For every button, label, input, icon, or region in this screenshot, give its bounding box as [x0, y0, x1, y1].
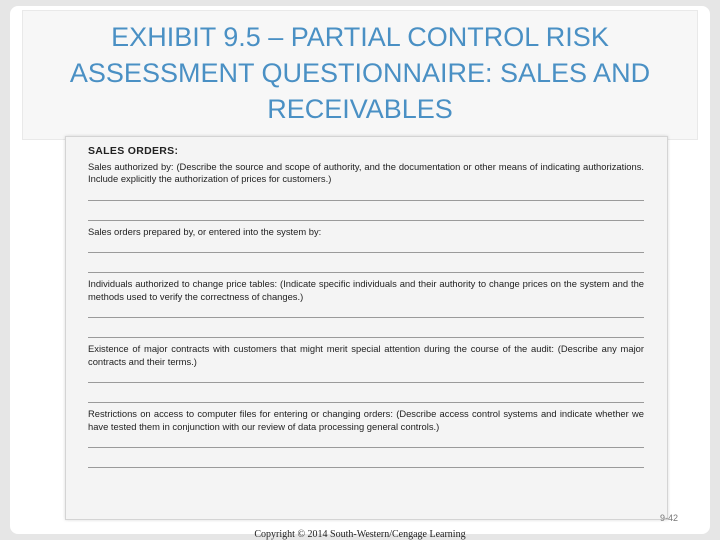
answer-line: [88, 467, 644, 468]
questionnaire-scan: [65, 136, 668, 520]
section-heading: SALES ORDERS:: [88, 145, 179, 157]
answer-line: [88, 317, 644, 318]
slide-title: [22, 10, 698, 140]
title-line-2: ASSESSMENT QUESTIONNAIRE: SALES AND: [69, 58, 651, 88]
question-sales-authorized: Sales authorized by: (Describe the source and scope of authority, and the documentation or other means of indicating authorizations. Include explicitly the authorization of prices for customers.): [88, 160, 644, 184]
question-access-restrictions: Restrictions on access to computer files for entering or changing orders: (Describe access control systems and indicate whether we have tested them in conjunction with our review of data processing general controls.): [88, 408, 644, 432]
title-line-3: RECEIVABLES: [267, 94, 453, 124]
questionnaire-form: [88, 137, 644, 468]
answer-line: [88, 252, 644, 253]
question-major-contracts: Existence of major contracts with customers that might merit special attention during the course of the audit: (Describe any major contracts and their terms.): [88, 343, 644, 367]
question-orders-prepared: Sales orders prepared by, or entered into the system by:: [88, 225, 322, 237]
answer-line: [88, 447, 644, 448]
question-price-tables: Individuals authorized to change price tables: (Indicate specific individuals and their authority to change prices on the system and the methods used to verify the correctness of changes.): [88, 278, 644, 302]
page-number: 9-42: [660, 513, 679, 523]
title-line-1: EXHIBIT 9.5 – PARTIAL CONTROL RISK: [111, 22, 609, 52]
answer-line: [88, 382, 644, 383]
answer-line: [88, 200, 644, 201]
slide: [10, 6, 710, 540]
copyright-notice: Copyright © 2014 South-Western/Cengage Learning: [254, 529, 466, 540]
